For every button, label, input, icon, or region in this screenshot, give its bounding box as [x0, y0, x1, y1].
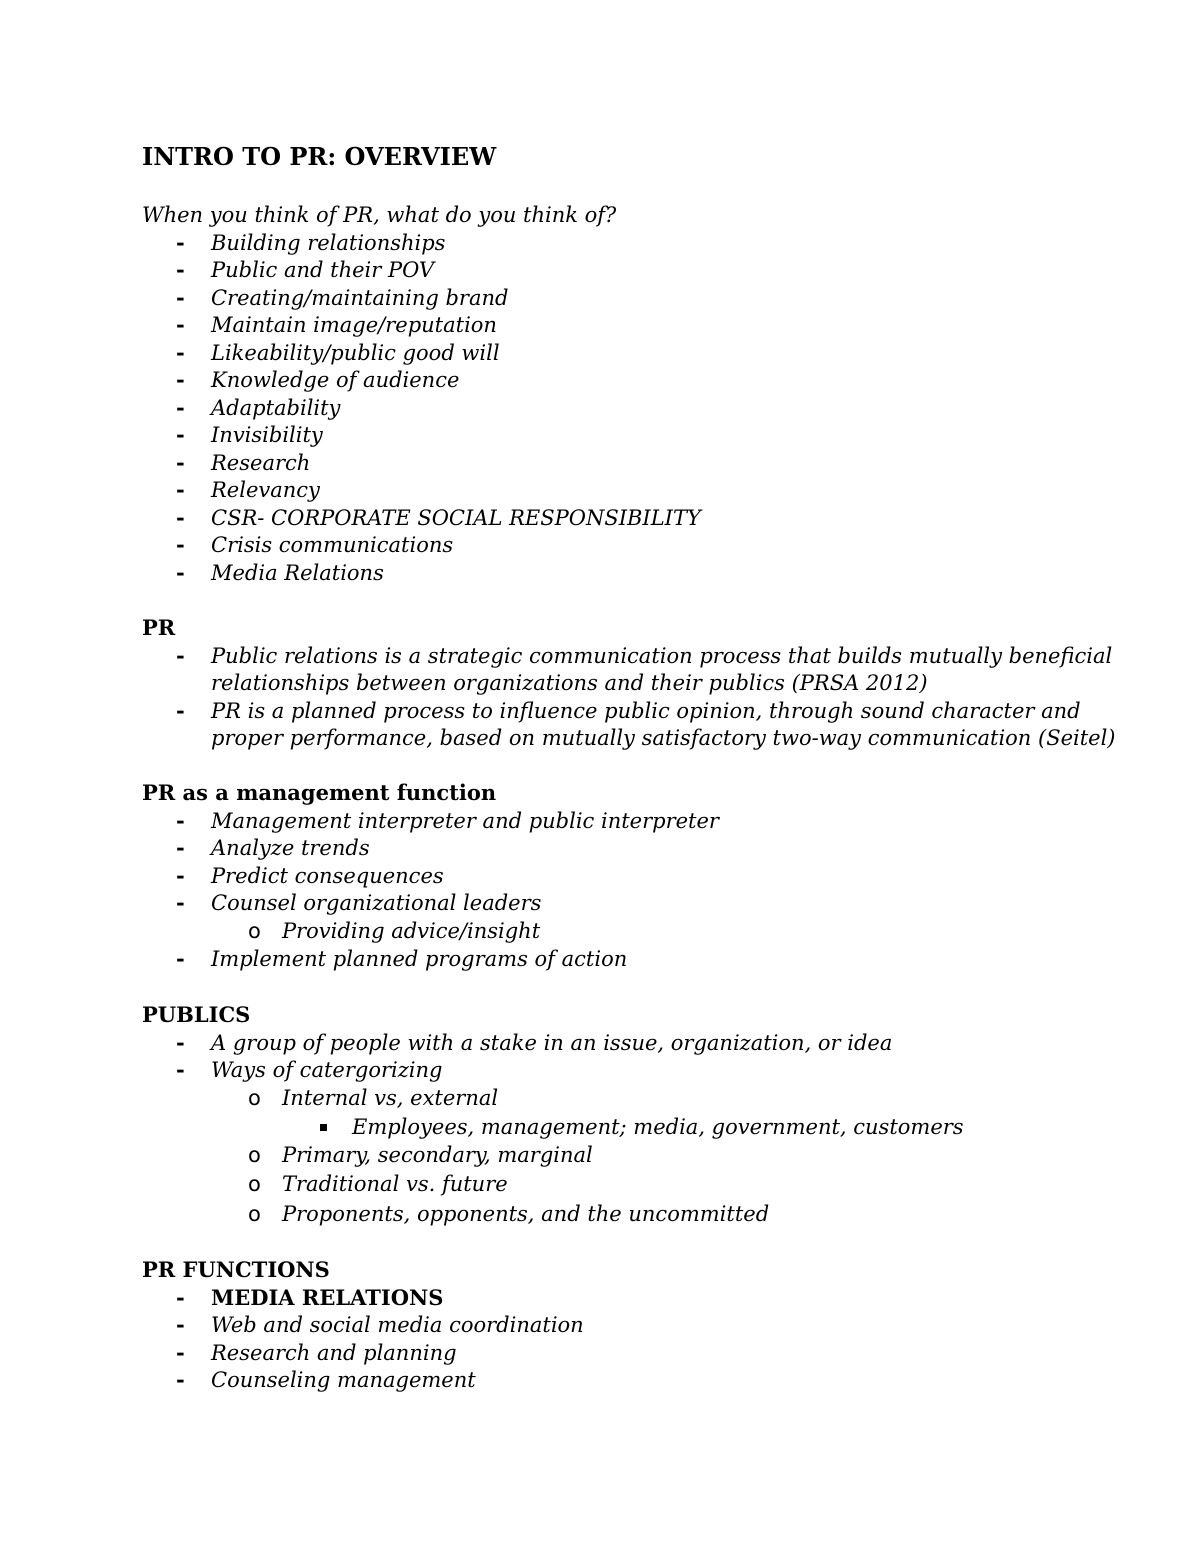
sub-sub-list-item: Employees, management; media, government, customers [352, 1115, 964, 1139]
circle-bullet: o [248, 1143, 261, 1167]
dash-bullet: - [176, 835, 185, 860]
square-bullet [320, 1124, 327, 1131]
list-item: Knowledge of audience [211, 368, 460, 392]
sub-list-item: Primary, secondary, marginal [282, 1143, 593, 1167]
dash-bullet: - [176, 367, 185, 392]
dash-bullet: - [176, 532, 185, 557]
list-item: Media Relations [211, 561, 384, 585]
list-item: CSR- CORPORATE SOCIAL RESPONSIBILITY [211, 506, 701, 530]
list-item: Invisibility [211, 423, 323, 447]
list-item: Management interpreter and public interpreter [211, 809, 719, 833]
dash-bullet: - [176, 257, 185, 282]
dash-bullet: - [176, 1312, 185, 1337]
section-heading-functions: PR FUNCTIONS [142, 1257, 330, 1282]
section-heading-management: PR as a management function [142, 780, 497, 805]
dash-bullet: - [176, 340, 185, 365]
section-heading-pr: PR [142, 615, 176, 640]
dash-bullet: - [176, 808, 185, 833]
dash-bullet: - [176, 698, 185, 723]
list-item: Creating/maintaining brand [211, 286, 509, 310]
definition-line: Public relations is a strategic communication process that builds mutually beneficial [211, 644, 1113, 668]
list-item: Research and planning [211, 1341, 457, 1365]
list-item: Crisis communications [211, 533, 454, 557]
dash-bullet: - [176, 285, 185, 310]
circle-bullet: o [248, 1086, 261, 1110]
list-item: Relevancy [211, 478, 320, 502]
list-item: Likeability/public good will [211, 341, 500, 365]
list-item: Counseling management [211, 1368, 476, 1392]
circle-bullet: o [248, 1172, 261, 1196]
dash-bullet: - [176, 560, 185, 585]
definition-line: PR is a planned process to influence public opinion, through sound character and [211, 699, 1081, 723]
list-item: Counsel organizational leaders [211, 891, 542, 915]
dash-bullet: - [176, 946, 185, 971]
list-item: A group of people with a stake in an issue, organization, or idea [211, 1031, 893, 1055]
page-title: INTRO TO PR: OVERVIEW [142, 142, 497, 171]
sub-list-item: Traditional vs. future [282, 1172, 508, 1196]
dash-bullet: - [176, 422, 185, 447]
list-item: MEDIA RELATIONS [211, 1285, 444, 1310]
circle-bullet: o [248, 919, 261, 943]
dash-bullet: - [176, 863, 185, 888]
list-item: Predict consequences [211, 864, 444, 888]
dash-bullet: - [176, 395, 185, 420]
sub-list-item: Providing advice/insight [282, 919, 541, 943]
dash-bullet: - [176, 643, 185, 668]
dash-bullet: - [176, 1057, 185, 1082]
list-item: Implement planned programs of action [211, 947, 628, 971]
dash-bullet: - [176, 890, 185, 915]
list-item: Ways of catergorizing [211, 1058, 443, 1082]
list-item: Maintain image/reputation [211, 313, 497, 337]
circle-bullet: o [248, 1202, 261, 1226]
definition-line: relationships between organizations and their publics (PRSA 2012) [211, 671, 928, 695]
sub-list-item: Internal vs, external [282, 1086, 499, 1110]
dash-bullet: - [176, 477, 185, 502]
list-item: Analyze trends [211, 836, 370, 860]
definition-line: proper performance, based on mutually satisfactory two-way communication (Seitel) [211, 726, 1116, 750]
dash-bullet: - [176, 312, 185, 337]
sub-list-item: Proponents, opponents, and the uncommitted [282, 1202, 770, 1226]
dash-bullet: - [176, 230, 185, 255]
dash-bullet: - [176, 1285, 185, 1310]
intro-question: When you think of PR, what do you think of? [142, 203, 617, 227]
dash-bullet: - [176, 1030, 185, 1055]
list-item: Adaptability [211, 396, 341, 420]
list-item: Web and social media coordination [211, 1313, 584, 1337]
list-item: Research [211, 451, 311, 475]
dash-bullet: - [176, 505, 185, 530]
list-item: Public and their POV [211, 258, 435, 282]
list-item: Building relationships [211, 231, 446, 255]
section-heading-publics: PUBLICS [142, 1002, 251, 1027]
dash-bullet: - [176, 1340, 185, 1365]
dash-bullet: - [176, 450, 185, 475]
dash-bullet: - [176, 1367, 185, 1392]
